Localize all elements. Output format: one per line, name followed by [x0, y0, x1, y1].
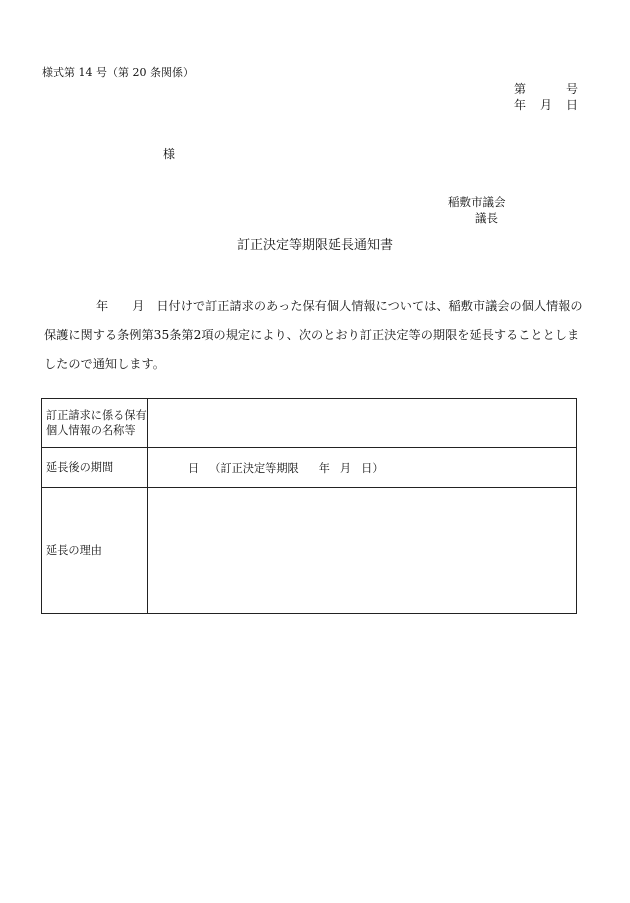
period-year-label: 年: [318, 461, 330, 475]
table-value-reason: [148, 488, 577, 614]
form-number: 様式第 14 号（第 20 条関係）: [42, 66, 194, 79]
sender-organization: 稲敷市議会: [448, 195, 506, 209]
notice-details-table: [41, 398, 577, 614]
table-label-extended-period: 延長後の期間: [42, 448, 148, 488]
table-row: [42, 399, 577, 448]
table-label-info-name: 訂正請求に係る保有個人情報の名称等: [42, 399, 148, 448]
body-date-month: 月: [132, 299, 145, 313]
period-day-label: 日: [188, 461, 200, 475]
table-label-reason: 延長の理由: [42, 488, 148, 614]
body-paragraph: 日付けで訂正請求のあった保有個人情報については、稲敷市議会の個人情報の保護に関する条例第35条第2項の規定により、次のとおり訂正決定等の期限を延長することとしましたので通知します。: [44, 299, 583, 371]
table-row: [42, 488, 577, 614]
issue-month-label: 月: [540, 98, 553, 112]
period-deadline-label: （訂正決定等期限: [209, 461, 299, 475]
document-number-prefix: 第: [514, 82, 527, 96]
addressee-honorific: 様: [163, 147, 176, 161]
table-row: [42, 448, 577, 488]
period-month-label: 月: [339, 461, 352, 475]
table-value-extended-period: [148, 448, 577, 488]
body-date-year: 年: [96, 299, 109, 313]
issue-year-label: 年: [514, 98, 527, 112]
table-value-info-name: [148, 399, 577, 448]
period-day-close-label: 日）: [361, 461, 384, 475]
sender-title: 議長: [475, 211, 498, 225]
document-number-suffix: 号: [566, 82, 579, 96]
document-title: 訂正決定等期限延長通知書: [236, 238, 393, 253]
notice-body: [44, 292, 584, 379]
issue-day-label: 日: [566, 98, 579, 112]
